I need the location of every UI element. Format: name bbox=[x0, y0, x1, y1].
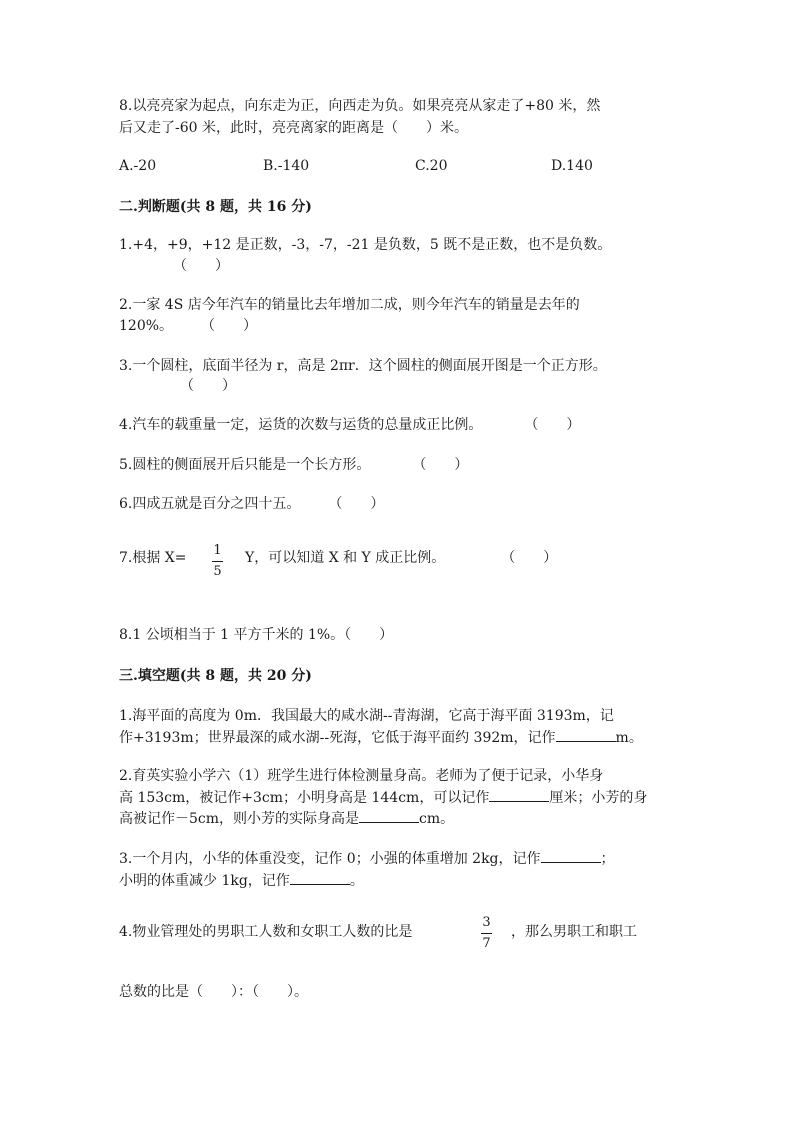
option-b[interactable]: B.-140 bbox=[263, 158, 310, 174]
judge-section-heading: 二.判断题(共 8 题，共 16 分) bbox=[119, 199, 312, 215]
question-8-line-1: 8.以亮亮家为起点，向东走为正，向西走为负。如果亮亮从家走了+80 米，然 bbox=[119, 98, 601, 114]
fill-item-2-unit: cm。 bbox=[419, 811, 455, 827]
answer-blank[interactable] bbox=[489, 787, 549, 802]
option-c[interactable]: C.20 bbox=[415, 158, 448, 174]
fill-item-2-text-b: 厘米；小芳的身 bbox=[549, 790, 648, 806]
fill-item-3-punct-a: ； bbox=[600, 851, 615, 867]
judge-item-1-text: 1.+4，+9，+12 是正数，-3，-7，-21 是负数，5 既不是正数，也不是负数。 bbox=[119, 237, 612, 253]
fill-item-3-line-2 bbox=[119, 870, 364, 891]
fill-item-3-text-b: 小明的体重减少 1kg，记作 bbox=[119, 873, 290, 889]
fraction-denominator: 5 bbox=[213, 564, 222, 579]
fill-item-1-unit: m。 bbox=[615, 730, 643, 746]
fraction-numerator: 1 bbox=[213, 543, 222, 558]
fraction-one-fifth bbox=[212, 543, 223, 580]
judge-item-6[interactable]: 6.四成五就是百分之四十五。 （ ） bbox=[119, 496, 385, 512]
judge-item-1-answer[interactable]: （ ） bbox=[173, 258, 229, 274]
option-d[interactable]: D.140 bbox=[551, 158, 593, 174]
fill-item-1-line-2 bbox=[119, 727, 643, 748]
fill-item-4-line-2[interactable]: 总数的比是（ ）：（ ）。 bbox=[119, 984, 308, 1000]
fill-item-3-punct-b: 。 bbox=[349, 873, 364, 889]
judge-item-7-pre: 7.根据 X= bbox=[119, 550, 187, 566]
fraction-bar bbox=[481, 933, 492, 934]
judge-item-3-text: 3.一个圆柱，底面半径为 r，高是 2πr．这个圆柱的侧面展开图是一个正方形。 bbox=[119, 358, 607, 374]
fill-item-2-line-3 bbox=[119, 808, 454, 829]
fill-item-1-text: 作+3193m；世界最深的咸水湖--死海，它低于海平面约 392m，记作 bbox=[119, 730, 556, 746]
option-a[interactable]: A.-20 bbox=[119, 158, 157, 174]
judge-item-5[interactable]: 5.圆柱的侧面展开后只能是一个长方形。 （ ） bbox=[119, 457, 469, 473]
answer-blank[interactable] bbox=[556, 727, 616, 742]
judge-item-4[interactable]: 4.汽车的载重量一定，运货的次数与运货的总量成正比例。 （ ） bbox=[119, 417, 581, 433]
judge-item-8[interactable]: 8.1 公顷相当于 1 平方千米的 1%。（ ） bbox=[119, 627, 394, 643]
fill-item-3-text-a: 3.一个月内，小华的体重没变，记作 0；小强的体重增加 2kg，记作 bbox=[119, 851, 541, 867]
fill-item-2-line-1: 2.育英实验小学六（1）班学生进行体检测量身高。老师为了便于记录，小华身 bbox=[119, 768, 604, 784]
fill-item-1-line-1: 1.海平面的高度为 0m．我国最大的咸水湖--青海湖，它高于海平面 3193m，记 bbox=[119, 708, 614, 724]
fill-item-2-text-a: 高 153cm，被记作+3cm；小明身高是 144cm，可以记作 bbox=[119, 790, 490, 806]
fill-item-4-post: ，那么男职工和职工 bbox=[511, 924, 637, 940]
fill-item-2-text-c: 高被记作－5cm，则小芳的实际身高是 bbox=[119, 811, 360, 827]
fraction-numerator: 3 bbox=[482, 915, 491, 930]
answer-blank[interactable] bbox=[290, 870, 350, 885]
fraction-bar bbox=[212, 561, 223, 562]
fraction-denominator: 7 bbox=[482, 936, 491, 951]
judge-item-7-post[interactable]: Y，可以知道 X 和 Y 成正比例。 （ ） bbox=[245, 550, 558, 566]
judge-item-2-answer[interactable]: 120%。 （ ） bbox=[119, 318, 258, 334]
judge-item-2-text: 2.一家 4S 店今年汽车的销量比去年增加二成，则今年汽车的销量是去年的 bbox=[119, 297, 580, 313]
fill-section-heading: 三.填空题(共 8 题，共 20 分) bbox=[119, 668, 312, 684]
question-8-line-2: 后又走了-60 米，此时，亮亮离家的距离是（ ）米。 bbox=[119, 120, 468, 136]
judge-item-3-answer[interactable]: （ ） bbox=[180, 378, 236, 394]
fill-item-4-pre: 4.物业管理处的男职工人数和女职工人数的比是 bbox=[119, 924, 413, 940]
fill-item-3-line-1 bbox=[119, 848, 615, 869]
answer-blank[interactable] bbox=[541, 848, 601, 863]
fill-item-2-line-2 bbox=[119, 787, 647, 808]
answer-blank[interactable] bbox=[359, 808, 419, 823]
fraction-three-sevenths bbox=[481, 915, 492, 952]
